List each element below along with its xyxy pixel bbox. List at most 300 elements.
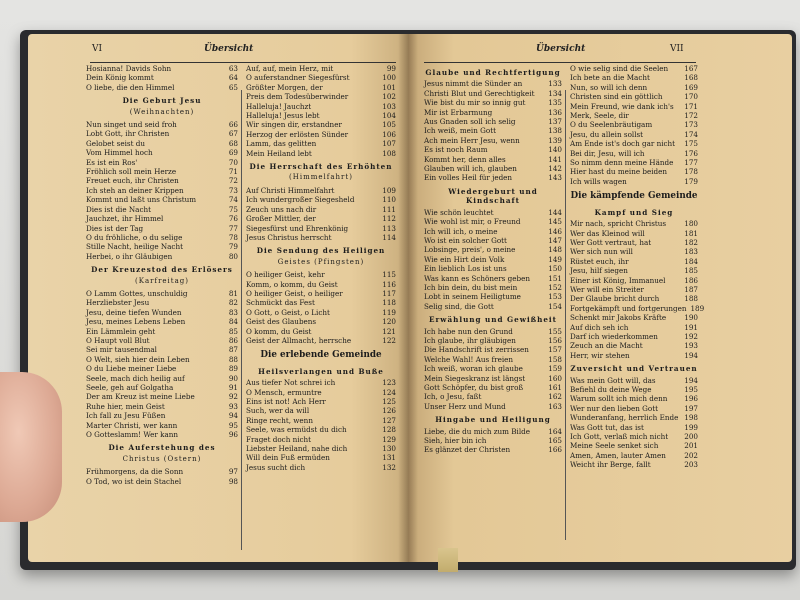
index-entry [86,402,238,411]
entry-number: 164 [548,426,562,436]
entry-title: Christi Blut und Gerechtigkeit [424,88,535,98]
entry-number: 77 [228,223,238,233]
entry-title: Ein volles Heil für jeden [424,173,513,183]
right-page-title: Übersicht [536,44,586,54]
index-entry [246,308,396,317]
entry-number: 174 [684,129,698,139]
entry-title: Ich will ich, o meine [424,226,498,236]
index-entry [424,136,562,145]
index-entry [246,435,396,444]
entry-title: Amen, Amen, lauter Amen [570,450,666,460]
entry-number: 78 [228,232,238,242]
section-subheading: Christus (Ostern) [122,454,202,463]
index-entry [424,89,562,98]
index-entry [246,444,396,453]
entry-title: Jesu, meines Lebens Leben [86,317,186,327]
entry-number: 203 [684,460,698,470]
entry-number: 146 [548,226,562,236]
index-entry [246,195,396,204]
index-entry [86,224,238,233]
entry-number: 102 [382,92,396,102]
entry-title: Auf Christi Himmelfahrt [246,185,335,195]
entry-number: 89 [228,364,238,374]
index-entry [570,451,698,460]
entry-number: 160 [548,373,562,383]
entry-title: Darf ich wiederkommen [570,331,658,341]
index-entry [570,64,698,73]
entry-title: Auf, auf, mein Herz, mit [246,64,334,73]
index-entry [246,64,396,73]
entry-title: Mein Freund, wie dank ich's [570,101,674,111]
entry-number: 138 [548,126,562,136]
entry-title: Jesu, hilf siegen [570,266,628,276]
entry-title: Merk, Seele, dir [570,111,629,121]
index-entry [246,317,396,326]
entry-title: Fröhlich soll mein Herze [86,167,177,177]
entry-title: Wie bist du mir so innig gut [424,98,526,108]
entry-number: 163 [548,401,562,411]
entry-title: Bei dir, Jesu, will ich [570,148,645,158]
index-entry [246,73,396,82]
index-entry [570,441,698,450]
section-heading: Die Geburt Jesu [122,96,202,106]
entry-title: Halleluja! Jauchzt [246,101,312,111]
section-subheading: (Karfreitag) [135,276,189,285]
index-entry [570,247,698,256]
entry-title: Seele, was ermüdst du dich [246,425,347,435]
entry-title: O Welt, sieh hier dein Leben [86,354,190,364]
entry-number: 101 [382,82,396,92]
entry-title: Wie ein Hirt dein Volk [424,254,505,264]
left-header-rule [90,62,396,63]
entry-number: 70 [228,157,238,167]
entry-title: Der Glaube bricht durch [570,294,660,304]
index-entry [246,120,396,129]
entry-number: 159 [548,364,562,374]
entry-number: 92 [228,392,238,402]
part-heading: Die erlebende Gemeinde [260,350,382,361]
index-entry [86,148,238,157]
index-entry [246,336,396,345]
index-entry [570,167,698,176]
entry-number: 94 [228,411,238,421]
entry-title: Großer Mittler, der [246,214,316,224]
index-entry [424,402,562,411]
right-column-divider [565,90,566,540]
entry-title: Gelobet seist du [86,138,145,148]
entry-title: Dein König kommt [86,73,154,83]
entry-number: 118 [382,298,396,308]
entry-number: 190 [684,313,698,323]
index-entry [424,145,562,154]
entry-title: Wo ist ein solcher Gott [424,235,507,245]
entry-number: 167 [684,64,698,73]
right-column-1 [424,64,562,455]
index-entry [424,173,562,182]
entry-number: 88 [228,354,238,364]
index-entry [246,416,396,425]
entry-number: 85 [228,326,238,336]
entry-title: Wer das Kleinod will [570,228,645,238]
entry-title: Jauchzet, ihr Himmel [86,214,164,224]
index-entry [424,164,562,173]
entry-number: 184 [684,256,698,266]
index-entry [570,102,698,111]
index-entry [246,83,396,92]
entry-number: 136 [548,107,562,117]
entry-number: 91 [228,383,238,392]
entry-title: Meine Seele senket sich [570,441,659,451]
section-heading: Die Auferstehung des [108,443,216,453]
entry-title: Preis dem Todesüberwinder [246,92,349,102]
entry-number: 185 [684,266,698,276]
entry-title: Befiehl du deine Wege [570,385,652,394]
index-entry [424,445,562,454]
entry-number: 65 [228,82,238,92]
entry-title: O heiliger Geist, kehr [246,270,325,280]
entry-title: Schmückt das Fest [246,298,315,308]
entry-number: 139 [548,135,562,145]
entry-title: Ringe recht, wenn [246,415,313,425]
entry-number: 134 [548,88,562,98]
entry-title: Dies ist der Tag [86,223,144,233]
index-entry [570,111,698,120]
part-heading: Die kämpfende Gemeinde [570,191,698,202]
entry-title: Eins ist not! Ach Herr [246,397,326,406]
index-entry [86,383,238,392]
entry-title: Jesus sucht dich [246,462,306,472]
entry-title: Ich, o Jesu, faßt [424,392,482,402]
entry-title: Fortgekämpft und fortgerungen [570,303,687,313]
index-entry [570,139,698,148]
entry-number: 111 [382,204,396,214]
entry-number: 63 [228,64,238,73]
entry-number: 72 [228,176,238,186]
entry-number: 173 [684,120,698,130]
index-entry [86,430,238,439]
entry-number: 64 [228,73,238,83]
entry-number: 69 [228,148,238,158]
entry-title: Am Ende ist's doch gar nicht [570,139,676,149]
entry-number: 193 [684,341,698,351]
left-column-2 [246,64,396,472]
entry-title: Mir nach, spricht Christus [570,219,667,229]
index-entry [246,233,396,242]
entry-title: Zeuch an die Macht [570,341,643,351]
entry-number: 195 [684,385,698,394]
index-entry [570,158,698,167]
entry-number: 110 [382,195,396,205]
entry-title: Ein Lämmlein geht [86,326,156,336]
index-entry [86,411,238,420]
entry-number: 103 [382,101,396,111]
index-entry [86,205,238,214]
index-entry [86,83,238,92]
index-entry [246,102,396,111]
entry-title: Ich weiß, mein Gott [424,126,496,136]
section-heading: Erwählung und Gewißheit [429,315,557,325]
entry-title: Geist des Glaubens [246,317,317,327]
entry-title: Jesu, du allein sollst [570,129,644,139]
entry-number: 106 [382,129,396,139]
entry-title: Ein lieblich Los ist uns [424,264,507,274]
entry-title: Aus Gnaden soll ich selig [424,117,516,127]
index-entry [424,126,562,135]
index-entry [570,238,698,247]
entry-number: 141 [548,154,562,164]
section-heading: Kampf und Sieg [594,207,674,217]
entry-number: 80 [228,251,238,261]
left-page-number: VI [92,44,103,54]
entry-number: 145 [548,217,562,227]
bookmark-ribbon [438,548,458,572]
entry-title: Wer will ein Streiter [570,284,644,294]
entry-number: 76 [228,214,238,224]
entry-title: Ich bin dein, du bist mein [424,282,518,292]
entry-title: Komm, o komm, du Geist [246,279,338,289]
entry-number: 128 [382,425,396,435]
index-entry [86,477,238,486]
entry-title: Weicht ihr Berge, fallt [570,460,651,470]
index-entry [86,336,238,345]
index-entry [246,397,396,406]
entry-title: Jesu, deine tiefen Wunden [86,307,182,317]
entry-number: 199 [684,422,698,432]
index-entry [570,177,698,186]
entry-title: Ich wundergroßer Siegesheld [246,195,355,205]
index-entry [246,425,396,434]
entry-title: Selig sind, die Gott [424,301,494,311]
entry-number: 177 [684,158,698,168]
right-column-2 [570,64,705,470]
index-entry [246,130,396,139]
entry-title: Ich bete an die Macht [570,73,650,83]
index-entry [86,242,238,251]
entry-number: 144 [548,207,562,217]
entry-number: 183 [684,247,698,257]
entry-number: 82 [228,298,238,308]
entry-title: O auferstandner Siegesfürst [246,73,350,83]
entry-title: Frühmorgens, da die Sonn [86,467,184,477]
entry-number: 126 [382,406,396,416]
index-entry [246,92,396,101]
index-entry [246,463,396,472]
entry-number: 166 [548,445,562,455]
entry-title: Mein Siegeskranz ist längst [424,373,526,383]
entry-title: Warum sollt ich mich denn [570,394,668,404]
index-entry [246,406,396,415]
index-entry [424,327,562,336]
entry-number: 90 [228,373,238,383]
index-entry [424,236,562,245]
entry-title: Die Handschrift ist zerrissen [424,345,529,355]
entry-title: Der am Kreuz ist meine Liebe [86,392,195,402]
entry-number: 198 [684,413,698,423]
entry-number: 154 [548,301,562,311]
entry-number: 104 [382,111,396,121]
entry-number: 194 [684,375,698,385]
entry-title: Liebster Heiland, nahe dich [246,444,348,454]
index-entry [86,252,238,261]
entry-title: Hier hast du meine beiden [570,167,668,177]
entry-number: 181 [684,228,698,238]
index-entry [86,308,238,317]
index-entry [424,392,562,401]
entry-number: 96 [228,430,238,440]
index-entry [86,392,238,401]
entry-title: Es ist ein Ros' [86,157,138,167]
entry-title: O wie selig sind die Seelen [570,64,669,73]
index-entry [570,332,698,341]
index-entry [570,341,698,350]
entry-number: 116 [382,279,396,289]
entry-title: Fraget doch nicht [246,434,312,444]
entry-title: Halleluja! Jesus lebt [246,111,320,121]
entry-number: 156 [548,335,562,345]
index-entry [570,413,698,422]
entry-title: Aus tiefer Not schrei ich [246,378,336,388]
entry-title: O heiliger Geist, o heiliger [246,288,343,298]
index-entry [424,292,562,301]
entry-title: Lamm, das gelitten [246,139,317,149]
entry-title: Jesus Christus herrscht [246,232,332,242]
entry-title: Schenkt mir Jakobs Kräfte [570,313,667,323]
index-entry [570,130,698,139]
index-entry [424,364,562,373]
index-entry [570,313,698,322]
entry-number: 125 [382,397,396,406]
entry-title: Was mein Gott will, das [570,375,656,385]
entry-number: 108 [382,148,396,158]
entry-title: Ich Gott, verlaß mich nicht [570,432,669,442]
entry-title: Wir singen dir, erstandner [246,120,342,130]
index-entry [246,186,396,195]
index-entry [570,73,698,82]
entry-title: Zeuch uns nach dir [246,204,317,214]
index-entry [570,323,698,332]
entry-number: 182 [684,237,698,247]
entry-number: 117 [382,288,396,298]
entry-number: 192 [684,331,698,341]
entry-number: 67 [228,129,238,139]
entry-title: O du Liebe meiner Liebe [86,364,177,374]
entry-number: 87 [228,345,238,355]
index-entry [246,280,396,289]
entry-title: O Tod, wo ist dein Stachel [86,476,182,486]
entry-number: 97 [228,467,238,477]
entry-number: 155 [548,326,562,336]
index-entry [570,294,698,303]
entry-title: Größter Morgen, der [246,82,323,92]
index-entry [424,98,562,107]
entry-number: 151 [548,273,562,283]
entry-title: O du Seelenbräutigam [570,120,653,130]
entry-number: 115 [382,270,396,280]
index-entry [246,205,396,214]
entry-title: Ruhe hier, mein Geist [86,401,165,411]
entry-title: Herr, wir stehen [570,350,630,360]
index-entry [246,298,396,307]
left-column-divider [241,90,242,550]
entry-number: 81 [228,288,238,298]
section-heading: Glaube und Rechtfertigung [425,68,561,77]
entry-number: 200 [684,432,698,442]
entry-number: 142 [548,164,562,174]
index-entry [86,195,238,204]
section-subheading: Geistes (Pfingsten) [277,257,365,266]
index-entry [570,432,698,441]
entry-number: 112 [382,214,396,224]
entry-number: 132 [382,462,396,472]
entry-title: O komm, du Geist [246,326,312,336]
entry-title: Wie schön leuchtet [424,207,494,217]
entry-number: 105 [382,120,396,130]
entry-number: 130 [382,444,396,454]
index-entry [424,283,562,292]
entry-number: 188 [684,294,698,304]
entry-title: Kommt her, denn alles [424,154,506,164]
entry-number: 100 [382,73,396,83]
entry-number: 143 [548,173,562,183]
index-entry [570,120,698,129]
entry-number: 71 [228,167,238,177]
entry-title: Unser Herz und Mund [424,401,506,411]
entry-number: 197 [684,403,698,413]
entry-number: 176 [684,148,698,158]
index-entry [424,255,562,264]
entry-number: 86 [228,335,238,345]
entry-title: Dies ist die Nacht [86,204,152,214]
section-heading: Hingabe und Heiligung [435,415,551,425]
entry-number: 83 [228,307,238,317]
index-entry [86,129,238,138]
entry-number: 124 [382,387,396,397]
entry-title: Wunderanfang, herrlich Ende [570,413,679,423]
entry-title: Sieh, hier bin ich [424,436,487,446]
index-entry [86,345,238,354]
right-header-rule [424,62,696,63]
entry-title: Einer ist König, Immanuel [570,275,666,285]
entry-title: Nun, so will ich denn [570,82,648,92]
entry-title: Gott Schöpfer, du bist groß [424,383,524,392]
entry-number: 113 [382,223,396,233]
entry-title: Liebe, die du mich zum Bilde [424,426,531,436]
entry-title: Wer sich nun will [570,247,633,257]
entry-title: Will dein Fuß ermüden [246,453,330,463]
entry-number: 201 [684,441,698,451]
entry-title: So nimm denn meine Hände [570,158,674,168]
entry-title: Ich habe nun den Grund [424,326,513,336]
entry-title: O Mensch, ermuntre [246,387,322,397]
entry-title: Glauben will ich, glauben [424,164,517,174]
holding-thumb [0,372,62,522]
index-entry [424,155,562,164]
index-entry [86,233,238,242]
entry-number: 131 [382,453,396,463]
index-entry [424,264,562,273]
entry-number: 171 [684,101,698,111]
index-entry [246,214,396,223]
entry-title: Siegesfürst und Ehrenkönig [246,223,349,233]
entry-number: 127 [382,415,396,425]
entry-title: Was kann es Schöners geben [424,273,530,283]
index-entry [86,186,238,195]
index-entry [86,139,238,148]
index-entry [86,64,238,73]
section-subheading: (Weihnachten) [129,107,195,116]
entry-number: 202 [684,450,698,460]
section-heading: Die Sendung des Heiligen [256,246,386,256]
